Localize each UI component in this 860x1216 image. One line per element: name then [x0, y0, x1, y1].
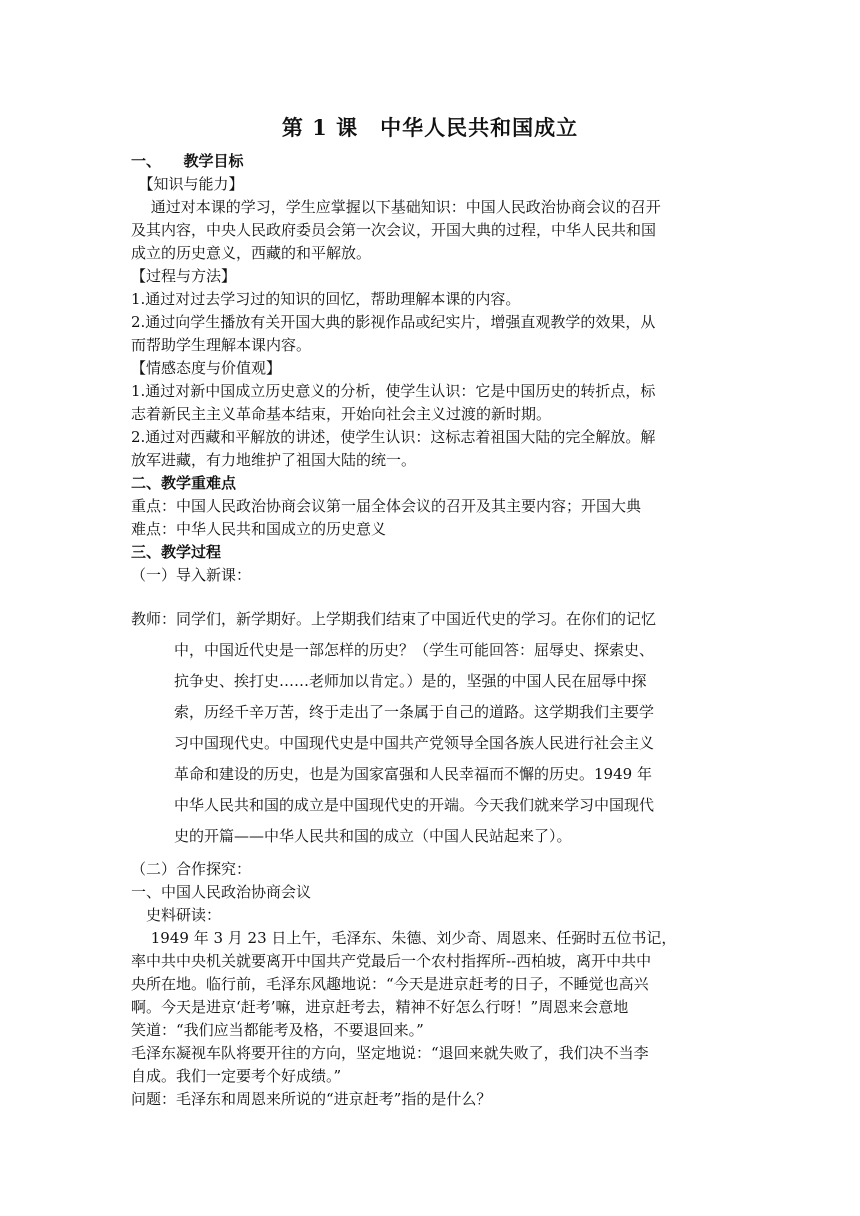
- teacher-speech-line: 索，历经千辛万苦，终于走出了一条属于自己的道路。这学期我们主要学: [174, 703, 655, 721]
- list-item: 2.通过对西藏和平解放的讲述，使学生认识：这标志着祖国大陆的完全解放。解: [131, 428, 656, 446]
- question-line: 问题：毛泽东和周恩来所说的“进京赶考”指的是什么？: [131, 1090, 492, 1108]
- teacher-speech-line: 中，中国近代史是一部怎样的历史？（学生可能回答：屈辱史、探索史、: [174, 641, 655, 659]
- lesson-title: 第 1 课 中华人民共和国成立: [281, 115, 579, 140]
- section-heading-key-points: 二、教学重难点: [131, 474, 237, 492]
- teacher-speech-line: 革命和建设的历史，也是为国家富强和人民幸福而不懈的历史。1949 年: [174, 765, 652, 783]
- list-item: 2.通过向学生播放有关开国大典的影视作品或纪实片，增强直观教学的效果，从: [131, 313, 656, 331]
- teacher-speech-line: 中华人民共和国的成立是中国现代史的开端。今天我们就来学习中国现代: [174, 796, 655, 814]
- subheading-values: 【情感态度与价值观】: [131, 359, 282, 377]
- teacher-speech-line: 史的开篇——中华人民共和国的成立（中国人民站起来了）。: [174, 827, 572, 845]
- difficult-point-line: 难点：中华人民共和国成立的历史意义: [131, 520, 387, 538]
- paragraph-line: 及其内容，中央人民政府委员会第一次会议，开国大典的过程，中华人民共和国: [131, 221, 657, 239]
- paragraph-line: 志着新民主主义革命基本结束，开始向社会主义过渡的新时期。: [131, 405, 552, 423]
- teacher-speech-line: 抗争史、挨打史……老师加以肯定。）是的，坚强的中国人民在屈辱中探: [174, 672, 647, 690]
- paragraph-line: 成立的历史意义，西藏的和平解放。: [131, 244, 372, 262]
- teacher-speech-line: 教师：同学们，新学期好。上学期我们结束了中国近代史的学习。在你们的记忆: [131, 610, 657, 628]
- source-paragraph-line: 央所在地。临行前，毛泽东风趣地说：“今天是进京赶考的日子，不睡觉也高兴: [131, 975, 649, 993]
- source-paragraph-line: 啊。今天是进京‘赶考’嘛，进京赶考去，精神不好怎么行呀！”周恩来会意地: [131, 998, 629, 1016]
- subheading-intro: （一）导入新课：: [131, 566, 252, 584]
- source-reading-label: 史料研读：: [131, 906, 222, 924]
- source-paragraph-line: 率中共中央机关就要离开中国共产党最后一个农村指挥所--西柏坡，离开中共中: [131, 952, 652, 970]
- list-item: 1.通过对过去学习过的知识的回忆，帮助理解本课的内容。: [131, 290, 521, 308]
- paragraph-line: 通过对本课的学习，学生应掌握以下基础知识：中国人民政治协商会议的召开: [131, 198, 661, 216]
- list-item: 1.通过对新中国成立历史意义的分析，使学生认识：它是中国历史的转折点，标: [131, 382, 656, 400]
- subheading-knowledge: 【知识与能力】: [131, 175, 244, 193]
- source-paragraph-line: 笑道：“我们应当都能考及格，不要退回来。”: [131, 1021, 424, 1039]
- subheading-cooperation: （二）合作探究：: [131, 860, 252, 878]
- source-paragraph-line: 自成。我们一定要考个好成绩。”: [131, 1067, 342, 1085]
- key-point-line: 重点：中国人民政治协商会议第一届全体会议的召开及其主要内容；开国大典: [131, 497, 642, 515]
- teacher-speech-line: 习中国现代史。中国现代史是中国共产党领导全国各族人民进行社会主义: [174, 734, 655, 752]
- source-paragraph-line: 1949 年 3 月 23 日上午，毛泽东、朱德、刘少奇、周恩来、任弼时五位书记，: [131, 929, 677, 947]
- paragraph-line: 而帮助学生理解本课内容。: [131, 336, 312, 354]
- section-heading-objectives: 一、 教学目标: [131, 152, 244, 170]
- section-heading-process: 三、教学过程: [131, 543, 222, 561]
- paragraph-line: 放军进藏，有力地维护了祖国大陆的统一。: [131, 451, 417, 469]
- subheading-process: 【过程与方法】: [131, 267, 237, 285]
- subsection-title: 一、中国人民政治协商会议: [131, 883, 312, 901]
- source-paragraph-line: 毛泽东凝视车队将要开往的方向，坚定地说：“退回来就失败了，我们决不当李: [131, 1044, 649, 1062]
